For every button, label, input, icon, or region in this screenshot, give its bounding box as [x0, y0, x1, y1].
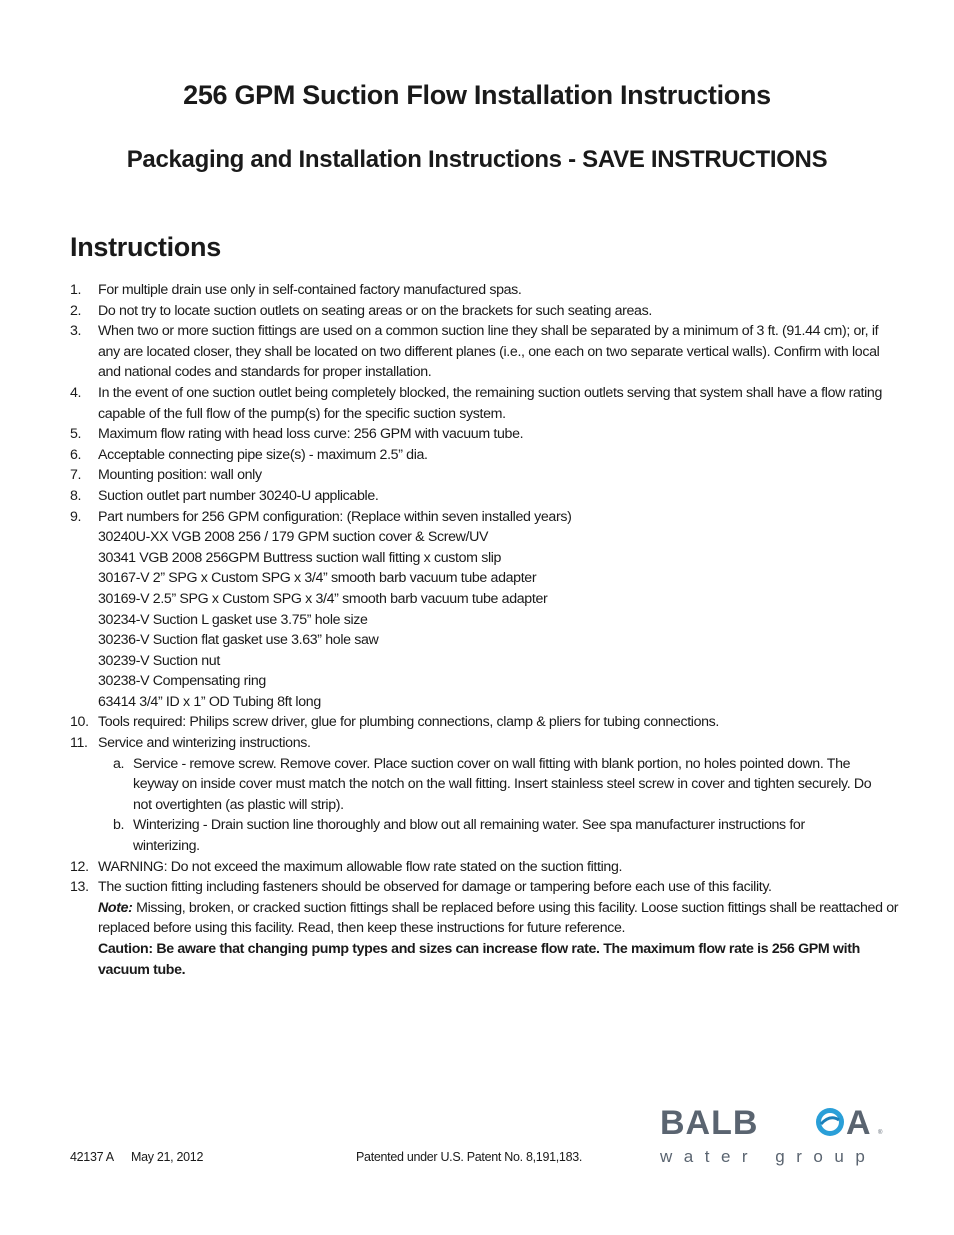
- instruction-list: [70, 280, 900, 980]
- part-line: 30341 VGB 2008 256GPM Buttress suction wall fitting x custom slip: [98, 549, 502, 566]
- part-line: 63414 3/4” ID x 1” OD Tubing 8ft long: [98, 693, 321, 710]
- part-line: 30239-V Suction nut: [98, 652, 220, 669]
- part-line: 30240U-XX VGB 2008 256 / 179 GPM suction cover & Screw/UV: [98, 529, 489, 546]
- svg-text:BALB: BALB: [660, 1104, 759, 1142]
- svg-text:®: ®: [878, 1130, 883, 1136]
- caution-text: Caution: Be aware that changing pump types and sizes can increase flow rate. The maximum flow rate is 256 GPM with vacuum tube.: [98, 941, 860, 978]
- svg-text:A: A: [846, 1104, 871, 1142]
- winterizing-subitem: b. Winterizing - Drain suction line thoroughly and blow out all remaining water. See spa manufacturer instructions for winterizing.: [113, 817, 805, 855]
- part-line: 30167-V 2” SPG x Custom SPG x 3/4” smooth barb vacuum tube adapter: [98, 570, 537, 587]
- service-subitem: a. Service - remove screw. Remove cover. Place suction cover on wall fitting with blank portion, no holes pointed down. The keyway on inside cover must match the notch on the wall fitting. Insert stainless steel screw in cover and tighten securely. Do not overtighten (as plastic will strip).: [113, 755, 872, 813]
- section-heading: Instructions: [70, 232, 221, 262]
- document-title: 256 GPM Suction Flow Installation Instructions: [183, 80, 771, 110]
- footer-doc-info: [70, 1150, 217, 1164]
- balboa-logo: [660, 1100, 885, 1166]
- part-line: 30238-V Compensating ring: [98, 673, 266, 690]
- list-item: 12. WARNING: Do not exceed the maximum allowable flow rate stated on the suction fitting.: [70, 858, 623, 875]
- doc-id: 42137 A: [70, 1150, 114, 1164]
- doc-date: May 21, 2012: [130, 1150, 204, 1164]
- list-item: 9. Part numbers for 256 GPM configuration: (Replace within seven installed years) 30240U-XX VGB 2008 256 / 179 GPM suction cover & Screw/UV 30341 VGB 2008 256GPM Buttress suction wall fitting x custom slip 30167-V 2” SPG x Custom SPG x 3/4” smooth barb vacuum tube adapter 30169-V 2.5” SPG x Custom SPG x 3/4” smooth barb vacuum tube adapter 30234-V Suction L gasket use 3.75” hole size 30236-V Suction flat gasket use 3.63” hole saw 30239-V Suction nut 30238-V Compensating ring 63414 3/4” ID x 1” OD Tubing 8ft long: [70, 507, 900, 713]
- list-item: 3. When two or more suction fittings are used on a common suction line they shall be separated by a minimum of 3 ft. (91.44 cm); or, if any are located closer, they shall be located on two different planes (i.e., one each on two separate vertical walls). Confirm with local and national codes and standards for proper installation.: [70, 323, 880, 381]
- balboa-logo-graphic: [660, 1100, 885, 1166]
- list-item: 1. For multiple drain use only in self-contained factory manufactured spas.: [70, 282, 522, 298]
- list-item: 8. Suction outlet part number 30240-U applicable.: [70, 487, 379, 504]
- list-item: 7. Mounting position: wall only: [70, 467, 262, 484]
- list-item: 11. Service and winterizing instructions. a. Service - remove screw. Remove cover. Place suction cover on wall fitting with blank portion, no holes pointed down. The keyway on inside cover must match the notch on the wall fitting. Insert stainless steel screw in cover and tighten securely. Do not overtighten (as plastic will strip). b. Winterizing - Drain suction line thoroughly and blow out all remaining water. See spa manufacturer instructions for winterizing.: [70, 733, 900, 857]
- note-paragraph: [98, 898, 900, 939]
- list-item: 6. Acceptable connecting pipe size(s) - maximum 2.5” dia.: [70, 446, 428, 463]
- list-item: 10. Tools required: Philips screw driver, glue for plumbing connections, clamp & pliers for tubing connections.: [70, 714, 720, 731]
- parts-list: [98, 527, 900, 712]
- part-line: 30169-V 2.5” SPG x Custom SPG x 3/4” smooth barb vacuum tube adapter: [98, 590, 548, 607]
- list-item: 2. Do not try to locate suction outlets on seating areas or on the brackets for such seating areas.: [70, 302, 652, 319]
- document-subtitle: Packaging and Installation Instructions - SAVE INSTRUCTIONS: [126, 146, 828, 173]
- note-label: Note:: [98, 899, 133, 916]
- svg-text:water group: water group: [660, 1147, 877, 1166]
- part-line: 30234-V Suction L gasket use 3.75” hole size: [98, 611, 368, 628]
- note-text: Missing, broken, or cracked suction fittings shall be replaced before using this facility. Loose suction fittings shall be reattached or replaced before using this facility. Read, then keep these instructions for future reference.: [98, 899, 899, 937]
- list-item: 4. In the event of one suction outlet being completely blocked, the remaining suction outlets serving that system shall have a flow rating capable of the full flow of the pump(s) for the specific suction system.: [70, 384, 882, 422]
- list-item: 13. The suction fitting including fasteners should be observed for damage or tampering before each use of this facility. Note: Missing, broken, or cracked suction fittings shall be replaced before using this facility. Loose suction fittings shall be reattached or replaced before using this facility. Read, then keep these instructions for future reference. Caution: Be aware that changing pump types and sizes can increase flow rate. The maximum flow rate is 256 GPM with vacuum tube.: [70, 877, 900, 980]
- part-line: 30236-V Suction flat gasket use 3.63” hole saw: [98, 632, 379, 649]
- patent-notice: Patented under U.S. Patent No. 8,191,183.: [356, 1150, 583, 1164]
- list-item: 5. Maximum flow rating with head loss curve: 256 GPM with vacuum tube.: [70, 426, 524, 443]
